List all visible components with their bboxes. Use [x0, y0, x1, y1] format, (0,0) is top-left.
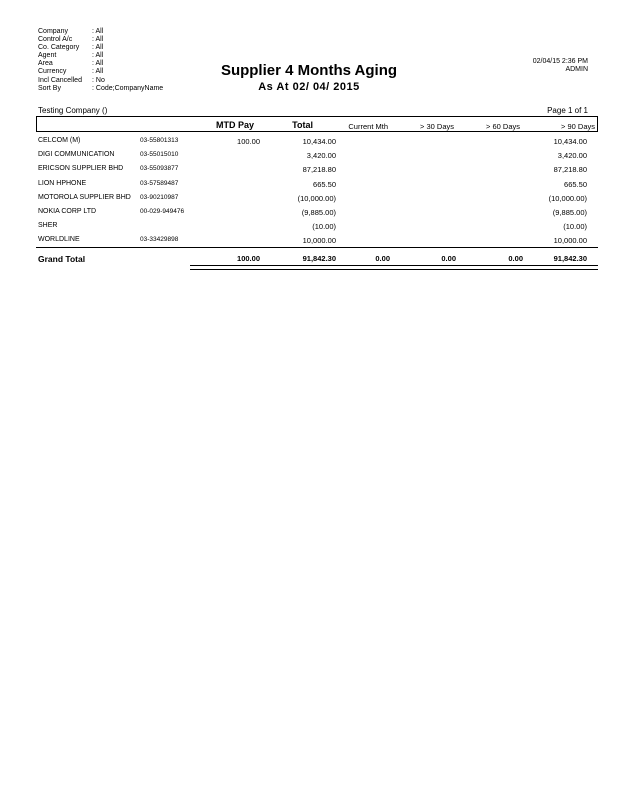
total-cell: (10,000.00) [297, 193, 336, 203]
total-cell: (9,885.00) [301, 208, 336, 217]
filter-row [38, 44, 163, 52]
filter-value: : All [92, 28, 104, 35]
supplier-name: MOTOROLA SUPPLIER BHD [38, 193, 131, 201]
grand-total-label: Grand Total [38, 254, 86, 264]
report-subtitle: As At 02/ 04/ 2015 [258, 81, 360, 93]
filter-value: : All [92, 44, 104, 52]
table-row [36, 180, 598, 194]
total-cell: 10,434.00 [302, 137, 336, 146]
column-header-row [36, 116, 598, 132]
over-90-cell: (10.00) [563, 222, 587, 232]
grand-total-total: 91,842.30 [302, 254, 336, 263]
filter-label: Area [38, 60, 53, 68]
filter-value: : All [92, 60, 104, 68]
supplier-name: SHER [38, 222, 58, 230]
supplier-name: LION HPHONE [38, 179, 87, 187]
grand-total-60: 0.00 [508, 254, 523, 263]
filter-row [38, 28, 163, 36]
supplier-phone: 03-55015010 [140, 151, 179, 159]
report-title: Supplier 4 Months Aging [220, 62, 398, 79]
table-row [36, 151, 598, 165]
grand-total-current: 0.00 [375, 254, 390, 263]
filter-label: Co. Category [38, 44, 80, 52]
page-number: Page 1 of 1 [547, 106, 588, 115]
filter-label: Incl Cancelled [38, 76, 82, 84]
over-90-cell: 87,218.80 [553, 165, 587, 175]
table-row [36, 236, 598, 250]
supplier-phone: 03-57589487 [140, 179, 179, 187]
total-cell: (10.00) [312, 222, 336, 232]
table-row [36, 165, 598, 179]
supplier-phone: 03-33429898 [140, 236, 179, 244]
over-90-cell: 10,434.00 [553, 137, 587, 146]
supplier-name: DIGI COMMUNICATION [38, 151, 115, 159]
filter-row [38, 52, 163, 60]
print-datetime: 02/04/15 2:36 PM [532, 58, 588, 65]
filter-value: : All [92, 68, 104, 76]
over-90-cell: (9,885.00) [552, 208, 587, 217]
supplier-name: ERICSON SUPPLIER BHD [38, 165, 124, 173]
table-row [36, 137, 598, 151]
col-header-90-days: > 90 Days [561, 122, 595, 131]
filter-label: Company [38, 28, 68, 35]
filter-value: : Code;CompanyName [92, 84, 164, 92]
supplier-name: NOKIA CORP LTD [38, 208, 97, 215]
total-cell: 3,420.00 [306, 151, 336, 161]
total-cell: 87,218.80 [302, 165, 336, 175]
grand-total-double-underline [190, 265, 598, 270]
filter-value: : All [92, 52, 104, 60]
col-header-total: Total [292, 120, 313, 130]
filter-value: : No [92, 76, 105, 84]
filter-label: Currency [38, 68, 67, 76]
print-user: ADMIN [565, 66, 588, 73]
total-cell: 10,000.00 [302, 236, 336, 246]
col-header-current-mth: Current Mth [348, 122, 388, 131]
filter-label: Control A/c [38, 36, 73, 44]
col-header-60-days: > 60 Days [486, 122, 520, 131]
supplier-phone: 03-55093877 [140, 165, 179, 173]
company-name: Testing Company () [38, 106, 108, 115]
table-separator [36, 247, 598, 248]
over-90-cell: 10,000.00 [553, 236, 587, 246]
table-row [36, 208, 598, 222]
grand-total-90: 91,842.30 [553, 254, 587, 263]
supplier-phone: 03-90210987 [140, 193, 179, 201]
filter-label: Sort By [38, 84, 61, 92]
supplier-phone: 03-55801313 [140, 137, 179, 144]
col-header-30-days: > 30 Days [420, 122, 454, 131]
total-cell: 665.50 [313, 179, 336, 189]
grand-total-mtd: 100.00 [237, 254, 260, 263]
filter-label: Agent [38, 52, 57, 60]
col-header-mtd-pay: MTD Pay [215, 120, 254, 130]
grand-total-30: 0.00 [441, 254, 456, 263]
table-row [36, 194, 598, 208]
mtd-pay-cell: 100.00 [237, 137, 260, 146]
supplier-name: WORLDLINE [38, 236, 80, 244]
over-90-cell: 3,420.00 [557, 151, 587, 161]
supplier-name: CELCOM (M) [38, 137, 81, 144]
table-row [36, 222, 598, 236]
print-info [533, 58, 588, 74]
over-90-cell: (10,000.00) [548, 193, 587, 203]
supplier-phone: 00-029-949476 [140, 208, 185, 215]
over-90-cell: 665.50 [564, 179, 587, 189]
filter-value: : All [92, 36, 104, 44]
filter-row [38, 36, 163, 44]
